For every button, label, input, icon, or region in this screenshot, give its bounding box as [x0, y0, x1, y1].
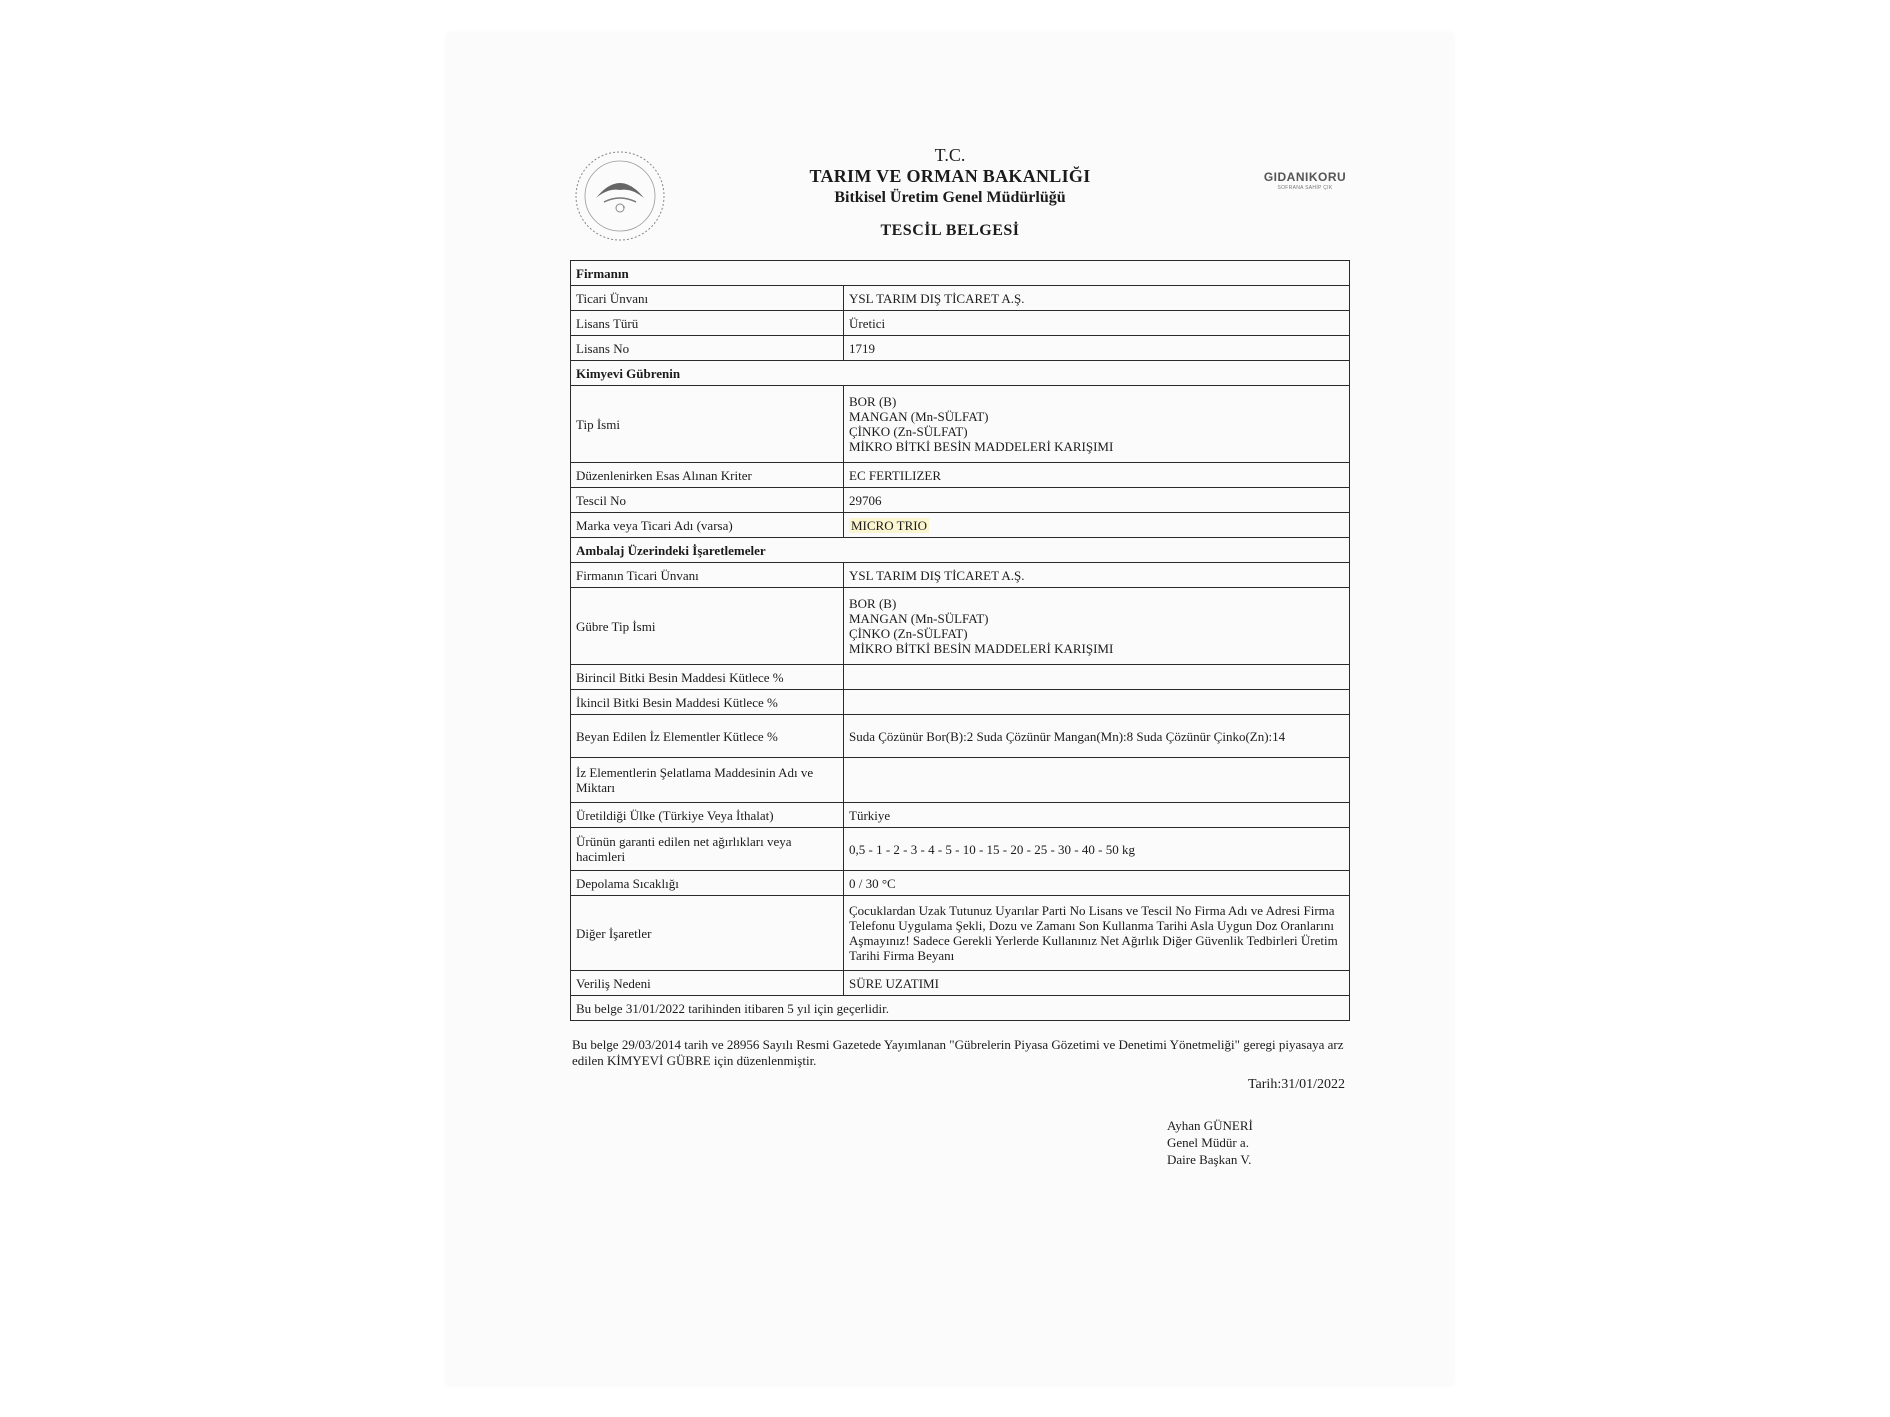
table-row — [571, 758, 1350, 803]
weights-label: Ürünün garanti edilen net ağırlıkları veya hacimleri — [571, 828, 844, 871]
table-row — [571, 665, 1350, 690]
primary-nutrient-label: Birincil Bitki Besin Maddesi Kütlece % — [571, 665, 844, 690]
table-row — [571, 463, 1350, 488]
storage-value: 0 / 30 °C — [844, 871, 1350, 896]
chelate-label: İz Elementlerin Şelatlama Maddesinin Adı ve Miktarı — [571, 758, 844, 803]
firm-trade-label: Firmanın Ticari Ünvanı — [571, 563, 844, 588]
type-line: MİKRO BİTKİ BESİN MADDELERİ KARIŞIMI — [849, 439, 1114, 454]
section-fertilizer: Kimyevi Gübrenin — [571, 361, 1350, 386]
license-no-label: Lisans No — [571, 336, 844, 361]
document-header — [0, 0, 1890, 260]
trace-elements-label: Beyan Edilen İz Elementler Kütlece % — [571, 715, 844, 758]
brand-name: GIDANIKORU — [1263, 170, 1347, 184]
table-row — [571, 311, 1350, 336]
storage-label: Depolama Sıcaklığı — [571, 871, 844, 896]
table-row — [571, 803, 1350, 828]
table-row — [571, 563, 1350, 588]
weights-value: 0,5 - 1 - 2 - 3 - 4 - 5 - 10 - 15 - 20 - 25 - 30 - 40 - 50 kg — [844, 828, 1350, 871]
fert-type-line: MİKRO BİTKİ BESİN MADDELERİ KARIŞIMI — [849, 641, 1114, 656]
type-name-value — [844, 386, 1350, 463]
validity-statement: Bu belge 31/01/2022 tarihinden itibaren 5 yıl için geçerlidir. — [571, 996, 1350, 1021]
brand-label: Marka veya Ticari Adı (varsa) — [571, 513, 844, 538]
table-row — [571, 488, 1350, 513]
criteria-label: Düzenlenirken Esas Alınan Kriter — [571, 463, 844, 488]
table-row — [571, 588, 1350, 665]
secondary-nutrient-label: İkincil Bitki Besin Maddesi Kütlece % — [571, 690, 844, 715]
table-row — [571, 386, 1350, 463]
firm-trade-value: YSL TARIM DIŞ TİCARET A.Ş. — [844, 563, 1350, 588]
regulation-note: Bu belge 29/03/2014 tarih ve 28956 Sayılı Resmi Gazetede Yayımlanan "Gübrelerin Piyasa Gözetimi ve Denetimi Yönetmeliği" geregi piyasaya arz edilen KİMYEVİ GÜBRE için düzenlenmiştir. — [572, 1037, 1344, 1068]
country-value: Türkiye — [844, 803, 1350, 828]
table-row — [571, 896, 1350, 971]
other-marks-label: Diğer İşaretler — [571, 896, 844, 971]
section-firm: Firmanın — [571, 261, 1350, 286]
table-row — [571, 261, 1350, 286]
fert-type-label: Gübre Tip İsmi — [571, 588, 844, 665]
brand-tagline: SOFRANA SAHİP ÇIK — [1277, 185, 1333, 191]
table-row — [571, 996, 1350, 1021]
issue-reason-value: SÜRE UZATIMI — [844, 971, 1350, 996]
license-no-value: 1719 — [844, 336, 1350, 361]
fert-type-value — [844, 588, 1350, 665]
registration-table — [570, 260, 1350, 1021]
chelate-value — [844, 758, 1350, 803]
reg-no-value: 29706 — [844, 488, 1350, 513]
signature-block — [1167, 1117, 1367, 1168]
table-row — [571, 828, 1350, 871]
other-marks-value: Çocuklardan Uzak Tutunuz Uyarılar Parti No Lisans ve Tescil No Firma Adı ve Adresi Firma Telefonu Uygulama Şekli, Dozu ve Zamanı Son Kullanma Tarihi Asla Uygun Doz Oranlarını Aşmayınız! Sadece Gerekli Yerlerde Kullanınız Net Ağırlık Diğer Güvenlik Tedbirleri Üretim Tarihi Firma Beyanı — [844, 896, 1350, 971]
directorate-name: Bitkisel Üretim Genel Müdürlüğü — [834, 189, 1066, 206]
ministry-name: TARIM VE ORMAN BAKANLIĞI — [809, 166, 1091, 186]
license-type-value: Üretici — [844, 311, 1350, 336]
type-line: BOR (B) — [849, 394, 897, 409]
secondary-nutrient-value — [844, 690, 1350, 715]
primary-nutrient-value — [844, 665, 1350, 690]
table-row — [571, 513, 1350, 538]
brand-value: MICRO TRIO — [851, 517, 927, 533]
signer-title: Genel Müdür a. — [1167, 1135, 1249, 1150]
fert-type-line: BOR (B) — [849, 596, 897, 611]
signer-name: Ayhan GÜNERİ — [1167, 1118, 1253, 1133]
table-row — [571, 286, 1350, 311]
type-line: ÇİNKO (Zn-SÜLFAT) — [849, 424, 968, 439]
table-row — [571, 336, 1350, 361]
fert-type-line: MANGAN (Mn-SÜLFAT) — [849, 611, 989, 626]
ministry-seal-icon — [574, 150, 666, 242]
table-row — [571, 971, 1350, 996]
section-packaging: Ambalaj Üzerindeki İşaretlemeler — [571, 538, 1350, 563]
type-line: MANGAN (Mn-SÜLFAT) — [849, 409, 989, 424]
trade-name-value: YSL TARIM DIŞ TİCARET A.Ş. — [844, 286, 1350, 311]
table-row — [571, 538, 1350, 563]
type-name-label: Tip İsmi — [571, 386, 844, 463]
fert-type-line: ÇİNKO (Zn-SÜLFAT) — [849, 626, 968, 641]
ministry-heading — [780, 145, 1120, 208]
table-row — [571, 871, 1350, 896]
country-label: Üretildiği Ülke (Türkiye Veya İthalat) — [571, 803, 844, 828]
brand-logo — [1250, 170, 1360, 191]
table-row — [571, 715, 1350, 758]
criteria-value: EC FERTILIZER — [844, 463, 1350, 488]
issue-date: Tarih:31/01/2022 — [1247, 1077, 1345, 1092]
license-type-label: Lisans Türü — [571, 311, 844, 336]
reg-no-label: Tescil No — [571, 488, 844, 513]
trade-name-label: Ticari Ünvanı — [571, 286, 844, 311]
trace-elements-value: Suda Çözünür Bor(B):2 Suda Çözünür Mangan(Mn):8 Suda Çözünür Çinko(Zn):14 — [844, 715, 1350, 758]
table-row — [571, 690, 1350, 715]
signer-title: Daire Başkan V. — [1167, 1152, 1252, 1167]
issue-reason-label: Veriliş Nedeni — [571, 971, 844, 996]
brand-cell — [844, 513, 1350, 538]
country-line: T.C. — [934, 145, 966, 165]
table-row — [571, 361, 1350, 386]
document-title: TESCİL BELGESİ — [880, 222, 1020, 239]
